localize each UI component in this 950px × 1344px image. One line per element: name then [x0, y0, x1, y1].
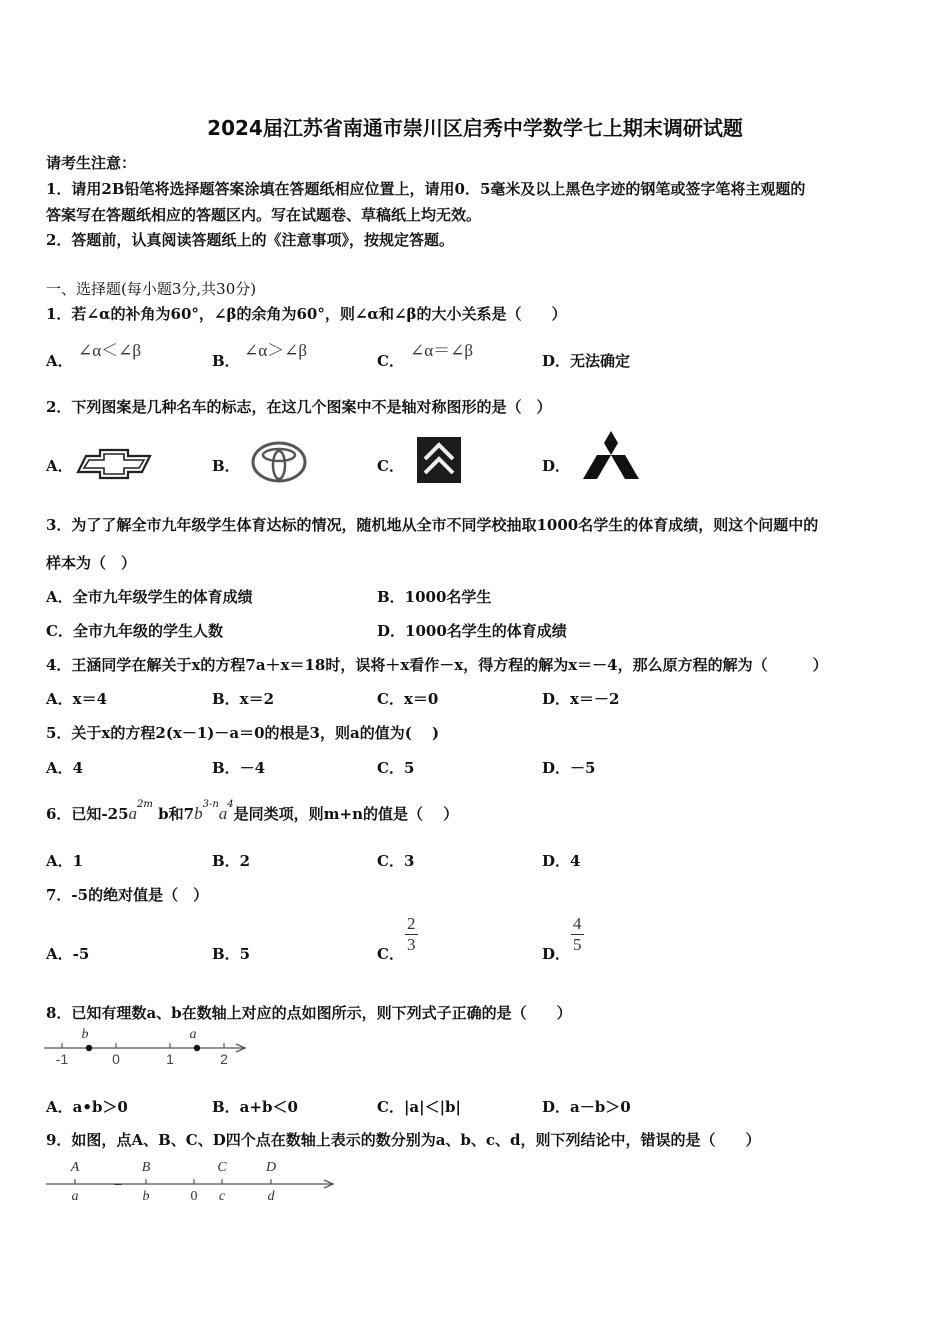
q8-tick-label: 1	[166, 1051, 174, 1067]
q2-option-c-label: C．	[377, 457, 404, 475]
question-5-stem: 5．关于x的方程2(x－1)－a＝0的根是3，则a的值为( )	[46, 724, 440, 742]
q6-term2-exponent-a: 4	[227, 799, 234, 810]
q1-option-b-label: B．	[212, 352, 240, 370]
q6-term2-exponent-b: 3-n	[202, 799, 219, 810]
q6-term2-base-b: b	[194, 804, 203, 823]
page-title: 2024届江苏省南通市崇川区启秀中学数学七上期末调研试题	[207, 116, 743, 140]
q8-number-line	[40, 1024, 250, 1070]
q3-option-b: B．1000名学生	[377, 588, 492, 606]
q5-option-b: B．－4	[212, 759, 266, 777]
q6-term1-base: a	[128, 804, 138, 823]
q3-option-a: A．全市九年级学生的体育成绩	[46, 588, 253, 606]
q7-option-a: A．-5	[46, 945, 90, 963]
question-8-stem: 8．已知有理数a、b在数轴上对应的点如图所示，则下列式子正确的是（ ）	[46, 1004, 572, 1022]
q1-option-b: ∠α＞∠β	[244, 341, 308, 360]
q1-option-a-label: A．	[46, 352, 73, 370]
q3-option-d: D．1000名学生的体育成绩	[377, 622, 567, 640]
q6-stem-middle: b和7	[158, 805, 195, 823]
q9-point-label: C	[217, 1160, 227, 1175]
question-1-stem: 1．若∠α的补角为60°，∠β的余角为60°，则∠α和∠β的大小关系是（ ）	[46, 305, 567, 323]
question-3-stem-1: 3．为了了解全市九年级学生体育达标的情况，随机地从全市不同学校抽取1000名学生的体育成绩，则这个问题中的	[46, 516, 819, 534]
q4-option-a: A．x＝4	[46, 690, 108, 708]
q5-option-c: C．5	[377, 759, 415, 777]
q1-option-c: ∠α＝∠β	[410, 341, 474, 360]
q4-option-d: D．x＝－2	[542, 690, 620, 708]
q7-c-numerator: 2	[407, 914, 416, 933]
q7-d-denominator: 5	[573, 935, 582, 954]
q4-option-b: B．x＝2	[212, 690, 275, 708]
q9-value-label: a	[71, 1189, 79, 1204]
q1-option-a: ∠α＜∠β	[78, 341, 142, 360]
notice-line-2: 2．答题前，认真阅读答题纸上的《注意事项》，按规定答题。	[46, 231, 454, 249]
question-3-stem-2: 样本为（ ）	[46, 554, 137, 572]
q2-option-d-label: D．	[542, 457, 571, 475]
q5-option-d: D．－5	[542, 759, 596, 777]
toyota-logo-icon	[250, 440, 308, 484]
q8-point-a	[194, 1045, 200, 1051]
q8-option-c: C．|a|＜|b|	[377, 1098, 461, 1116]
q8-tick-label: 2	[220, 1051, 228, 1067]
q1-option-c-label: C．	[377, 352, 404, 370]
q8-point-b	[86, 1045, 92, 1051]
q9-value-label: b	[142, 1189, 150, 1204]
q1-option-d: 无法确定	[570, 352, 631, 370]
question-7-stem: 7．-5的绝对值是（ ）	[46, 886, 209, 904]
q3-option-c: C．全市九年级的学生人数	[46, 622, 223, 640]
q8-tick-label: -1	[55, 1051, 69, 1067]
q9-value-label: c	[218, 1189, 226, 1204]
q9-point-label: A	[70, 1160, 80, 1175]
mitsubishi-logo-icon	[582, 430, 640, 480]
question-2-stem: 2．下列图案是几种名车的标志，在这几个图案中不是轴对称图形的是（ ）	[46, 398, 552, 416]
q6-stem-prefix: 6．已知-25	[46, 805, 129, 823]
q2-option-a-label: A．	[46, 457, 73, 475]
q4-option-c: C．x＝0	[377, 690, 439, 708]
q2-option-b-label: B．	[212, 457, 240, 475]
q9-value-label: d	[267, 1189, 275, 1204]
question-6-stem	[46, 799, 459, 824]
question-9-stem: 9．如图，点A、B、C、D四个点在数轴上表示的数分别为a、b、c、d，则下列结论中，错误的是（ ）	[46, 1131, 761, 1149]
q7-d-numerator: 4	[573, 914, 582, 933]
q7-option-c-fraction	[405, 914, 418, 955]
q6-option-b: B．2	[212, 852, 251, 870]
q7-option-d-fraction	[571, 914, 584, 955]
q5-option-a: A．4	[46, 759, 84, 777]
q9-point-label: B	[141, 1160, 151, 1175]
q6-term1-exponent: 2m	[137, 799, 153, 810]
notice-line-1: 1．请用2B铅笔将选择题答案涂填在答题纸相应位置上，请用0．5毫米及以上黑色字迹的钢笔或签字笔将主观题的	[46, 180, 806, 198]
chevrolet-logo-icon	[76, 448, 152, 480]
q9-number-line	[40, 1154, 340, 1210]
notice-heading: 请考生注意：	[46, 154, 137, 172]
q8-point-label-b: b	[81, 1027, 89, 1042]
q9-value-label: 0	[190, 1189, 198, 1204]
question-4-stem: 4．王涵同学在解关于x的方程7a＋x＝18时，误将＋x看作－x，得方程的解为x＝－4，那么原方程的解为（ ）	[46, 656, 828, 674]
q8-option-b: B．a+b＜0	[212, 1098, 298, 1116]
notice-line-1b: 答案写在答题纸相应的答题区内。写在试题卷、草稿纸上均无效。	[46, 206, 482, 224]
q6-option-d: D．4	[542, 852, 581, 870]
q8-option-a: A．a•b＞0	[46, 1098, 128, 1116]
q6-option-c: C．3	[377, 852, 415, 870]
q6-stem-suffix: 是同类项，则m+n的值是（ ）	[233, 805, 459, 823]
q9-dash-mark: –	[114, 1175, 122, 1191]
q7-c-denominator: 3	[407, 935, 416, 954]
q7-option-b: B．5	[212, 945, 251, 963]
section-heading: 一、选择题(每小题3分,共30分)	[46, 280, 257, 298]
citroen-logo-icon	[417, 437, 461, 483]
q7-option-d-label: D．	[542, 945, 571, 963]
q8-point-label-a: a	[189, 1027, 197, 1042]
q1-option-d-label: D．	[542, 352, 571, 370]
q7-option-c-label: C．	[377, 945, 404, 963]
q9-point-label: D	[265, 1160, 277, 1175]
q6-term2-base-a: a	[218, 804, 228, 823]
q8-option-d: D．a－b＞0	[542, 1098, 631, 1116]
q8-tick-label: 0	[112, 1051, 120, 1067]
q6-option-a: A．1	[46, 852, 84, 870]
